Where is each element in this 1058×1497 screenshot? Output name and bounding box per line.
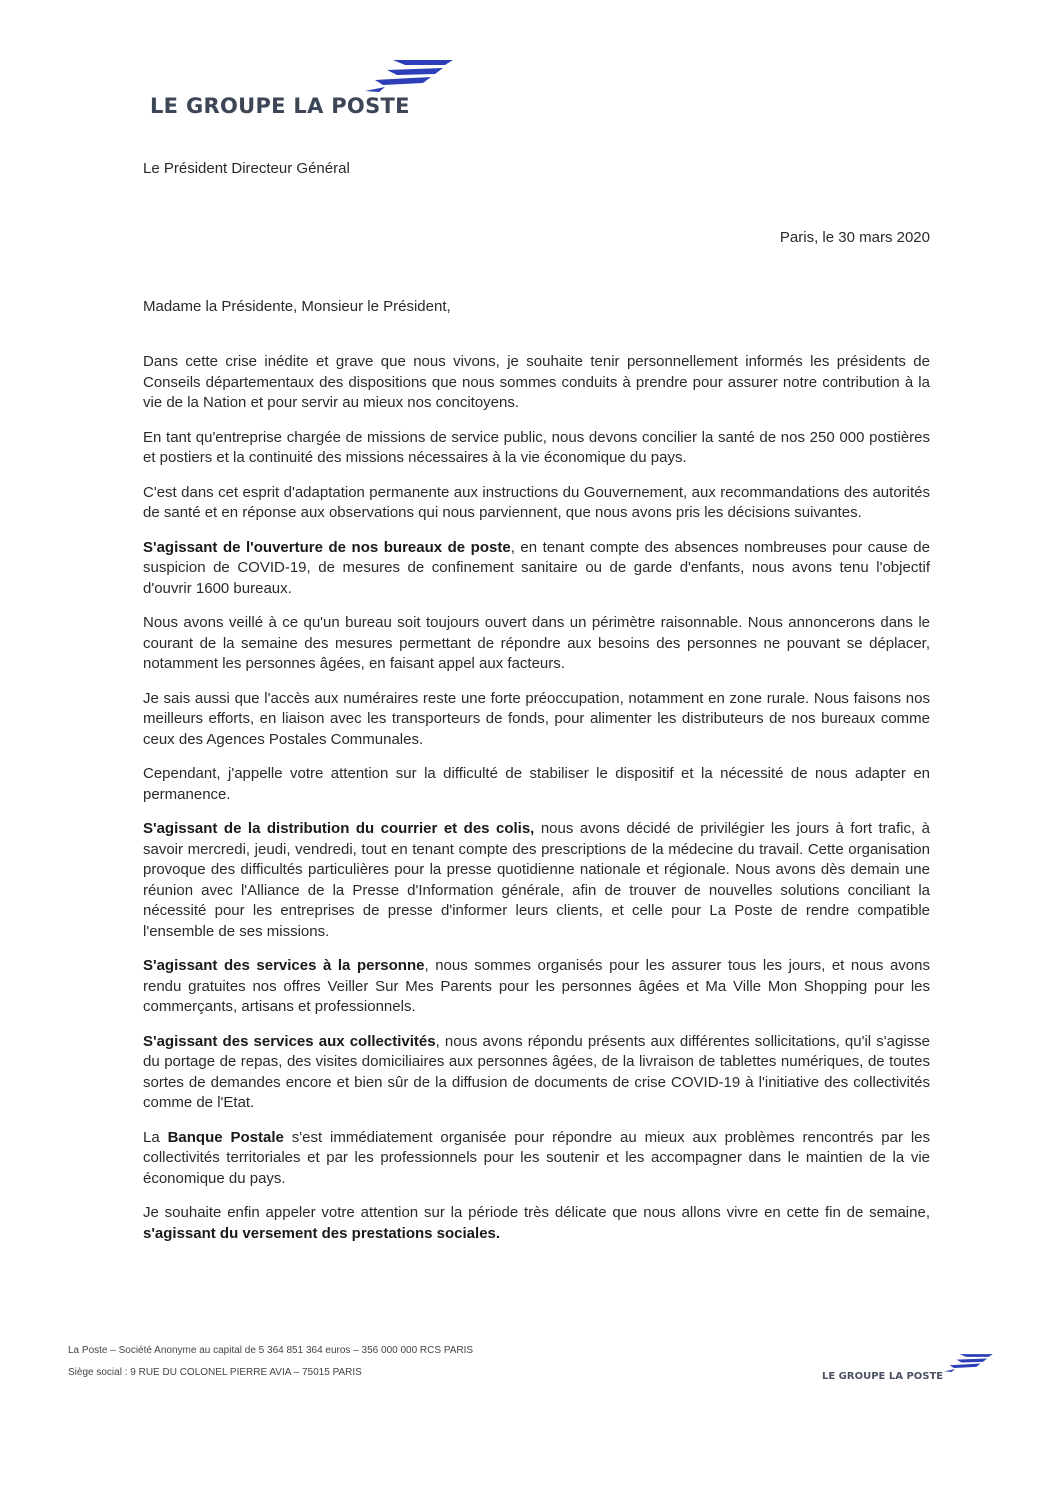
- paragraph: [143, 1128, 930, 1190]
- paragraph-lead: La: [143, 1128, 168, 1146]
- paragraph: [143, 1203, 930, 1244]
- letter-body: [143, 352, 930, 1258]
- paragraph: [143, 1032, 930, 1114]
- la-poste-bird-icon-small: [944, 1353, 994, 1373]
- paragraph: [143, 819, 930, 942]
- footer-company-line: La Poste – Société Anonyme au capital de 5 364 851 364 euros – 356 000 000 RCS PARIS: [68, 1345, 474, 1356]
- logo-wordmark: LE GROUPE LA POSTE: [150, 94, 410, 118]
- paragraph-heading: S'agissant de la distribution du courrier et des colis,: [143, 820, 535, 837]
- paragraph: [143, 956, 930, 1018]
- paragraph-text: , nous avons répondu présents aux différentes sollicitations, qu'il s'agisse du portage de repas, des visites domiciliaires aux personnes âgées, de la livraison de tablettes numériques, de toutes sortes de demandes encore et bien sûr de la diffusion de documents de crise COVID-19 à l'initiative des collectivités comme de l'Etat.: [143, 1032, 930, 1111]
- paragraph-text: s'est immédiatement organisée pour répondre au mieux aux problèmes rencontrés par les collectivités territoriales et par les professionnels pour les soutenir et les accompagner dans le maintien de la vie économique du pays.: [143, 1128, 931, 1187]
- paragraph-text: En tant qu'entreprise chargée de missions de service public, nous devons concilier la santé de nos 250 000 postières et postiers et la continuité des missions nécessaires à la vie économique du pays.: [143, 428, 930, 466]
- paragraph: [143, 352, 930, 414]
- paragraph-text: Je souhaite enfin appeler votre attention sur la période très délicate que nous allons vivre en cette fin de semaine,: [143, 1204, 930, 1221]
- paragraph-heading: Banque Postale: [167, 1128, 284, 1146]
- paragraph-text: Nous avons veillé à ce qu'un bureau soit toujours ouvert dans un périmètre raisonnable. Nous annoncerons dans le courant de la semaine des mesures permettant de répondre aux besoins des personnes ne pouvant se déplacer, notamment les personnes âgées, en faisant appel aux facteurs.: [143, 614, 930, 672]
- paragraph-text: Dans cette crise inédite et grave que nous vivons, je souhaite tenir personnellement informés les présidents de Conseils départementaux des dispositions que nous sommes conduits à prendre pour assurer notre contribution à la vie de la Nation et pour servir au mieux nos concitoyens.: [143, 353, 930, 411]
- paragraph-text: Je sais aussi que l'accès aux numéraires reste une forte préoccupation, notamment en zone rurale. Nous faisons nos meilleurs efforts, en liaison avec les transporteurs de fonds, pour alimenter les distributeurs de nos bureaux comme ceux des Agences Postales Communales.: [143, 689, 930, 748]
- paragraph: [143, 428, 930, 469]
- footer-legal: [68, 1345, 473, 1389]
- salutation: Madame la Présidente, Monsieur le Président,: [143, 298, 451, 315]
- paragraph-text: , nous sommes organisés pour les assurer tous les jours, et nous avons rendu gratuites nos offres Veiller Sur Mes Parents pour les personnes âgées et Ma Ville Mon Shopping pour les commerçants, artisans et professionnels.: [143, 957, 930, 1015]
- footer-address-line: Siège social : 9 RUE DU COLONEL PIERRE AVIA – 75015 PARIS: [68, 1367, 362, 1378]
- sender-title: Le Président Directeur Général: [143, 160, 350, 177]
- paragraph: [143, 764, 930, 805]
- paragraph-heading: S'agissant des services à la personne: [143, 957, 425, 974]
- header-logo: [150, 58, 450, 118]
- paragraph: [143, 689, 930, 751]
- paragraph-text: Cependant, j'appelle votre attention sur la difficulté de stabiliser le dispositif et la nécessité de nous adapter en permanence.: [143, 765, 930, 803]
- paragraph: [143, 613, 930, 675]
- letter-date: Paris, le 30 mars 2020: [779, 229, 930, 246]
- footer-logo-wordmark: LE GROUPE LA POSTE: [822, 1371, 944, 1382]
- paragraph-text: nous avons décidé de privilégier les jours à fort trafic, à savoir mercredi, jeudi, vendredi, tout en tenant compte des prescriptions de la médecine du travail. Cette organisation provoque des difficultés particulières pour la presse quotidienne nationale et régionale. Nous avons dès demain une réunion avec l'Alliance de la Presse d'Information générale, afin de trouver de nouvelles solutions conciliant la nécessité pour les entreprises de presse d'informer leurs clients, et celle pour La Poste de rendre compatible l'ensemble de ses missions.: [143, 820, 930, 940]
- paragraph-text: C'est dans cet esprit d'adaptation permanente aux instructions du Gouvernement, aux recommandations des autorités de santé et en réponse aux observations qui nous parviennent, que nous avons pris les décisions suivantes.: [143, 483, 930, 521]
- paragraph-emphasis: s'agissant du versement des prestations sociales.: [143, 1224, 501, 1242]
- paragraph: [143, 483, 930, 524]
- footer-logo: [822, 1353, 1002, 1387]
- paragraph-heading: S'agissant des services aux collectivités: [143, 1032, 436, 1050]
- la-poste-bird-icon: [365, 58, 455, 94]
- paragraph: [143, 538, 930, 600]
- paragraph-text: , en tenant compte des absences nombreuses pour cause de suspicion de COVID-19, de mesures de confinement sanitaire ou de garde d'enfants, nous avons tenu l'objectif d'ouvrir 1600 bureaux.: [143, 538, 930, 597]
- paragraph-heading: S'agissant de l'ouverture de nos bureaux de poste: [143, 538, 511, 556]
